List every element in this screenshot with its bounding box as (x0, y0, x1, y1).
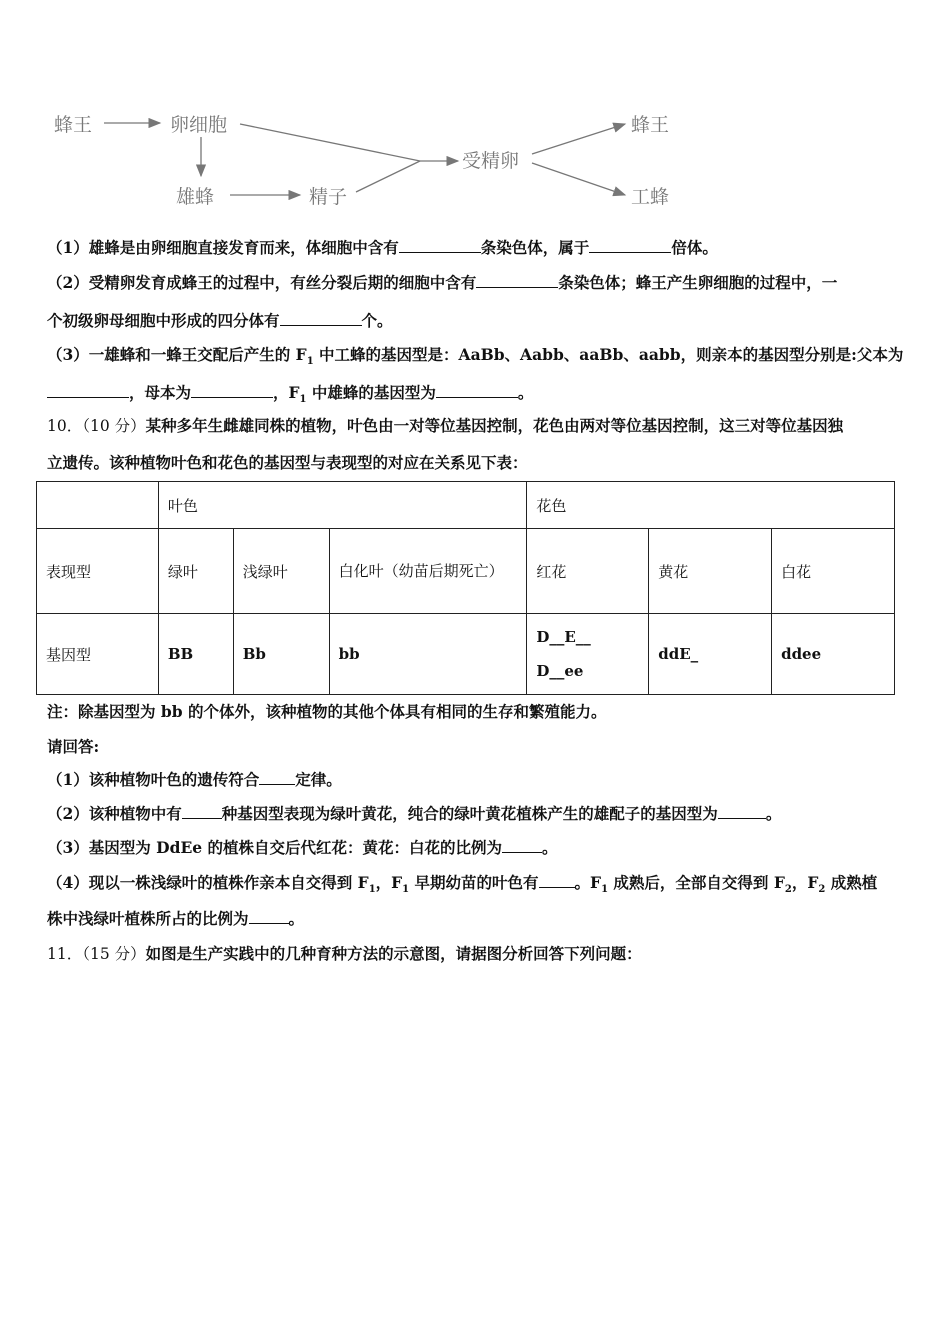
q9-part2-line1: （2）受精卵发育成蜂王的过程中，有丝分裂后期的细胞中含有 条染色体；蜂王产生卵细胞的过程中，一 (47, 273, 838, 292)
table-row (37, 614, 895, 695)
answer-blank[interactable] (476, 273, 558, 288)
diagram-label-drone: 雄蜂 (176, 186, 215, 208)
q10-ask: 请回答: (47, 737, 100, 756)
table-cell: 红花 (527, 529, 649, 614)
q10-part3: （3）基因型为 DdEe 的植株自交后代红花：黄花：白花的比例为 。 (47, 838, 558, 857)
q10-note: 注：除基因型为 bb 的个体外，该种植物的其他个体具有相同的生存和繁殖能力。 (47, 702, 607, 721)
answer-blank[interactable] (249, 909, 289, 924)
table-header-leaf-color: 叶色 (158, 482, 527, 529)
line-egg-to-join (240, 124, 420, 161)
table-row-label-phenotype: 表现型 (37, 529, 159, 614)
table-cell-empty (37, 482, 159, 529)
q9-part3-line1: （3）一雄蜂和一蜂王交配后产生的 $F_1$ 中工蜂的基因型是：AaBb、Aabb、aaBb、aabb，则亲本的基因型分别是:父本为 (47, 345, 904, 368)
diagram-label-queen: 蜂王 (54, 114, 93, 136)
table-cell: 白花 (772, 529, 895, 614)
table-cell: 黄花 (649, 529, 772, 614)
diagram-label-queen-out: 蜂王 (631, 114, 670, 136)
q10-part4-line1: （4）现以一株浅绿叶的植株作亲本自交得到 $F_1$，$F_1$ 早期幼苗的叶色有 。$F_1$ 成熟后，全部自交得到 $F_2$，$F_2$ 成熟植 (47, 873, 878, 896)
q10-part2: （2）该种植物中有 种基因型表现为绿叶黄花，纯合的绿叶黄花植株产生的雄配子的基因型为 。 (47, 804, 782, 823)
line-sperm-to-join (356, 161, 420, 192)
arrow-to-worker (532, 163, 625, 195)
answer-blank[interactable] (718, 804, 766, 819)
q10-intro-line2: 立遗传。该种植物叶色和花色的基因型与表现型的对应在关系见下表： (47, 453, 528, 472)
q10-part4-line2: 株中浅绿叶植株所占的比例为 。 (47, 909, 305, 928)
table-row (37, 529, 895, 614)
table-row-label-genotype: 基因型 (37, 614, 159, 695)
diagram-label-egg: 卵细胞 (170, 114, 228, 136)
answer-blank[interactable] (259, 770, 295, 785)
table-cell: BB (158, 614, 233, 695)
table-header-flower-color: 花色 (527, 482, 895, 529)
q9-part3-line2: ，母本为 ，$F_1$ 中雄蜂的基因型为 。 (47, 381, 533, 405)
answer-blank[interactable] (436, 383, 518, 398)
table-cell: ddee (772, 614, 895, 695)
table-cell: bb (329, 614, 527, 695)
diagram-arrows (0, 0, 950, 230)
answer-blank[interactable] (182, 804, 222, 819)
table-cell: 白化叶（幼苗后期死亡） (329, 529, 527, 614)
answer-blank[interactable] (280, 311, 362, 326)
q9-part2-line2: 个初级卵母细胞中形成的四分体有 个。 (47, 311, 393, 330)
table-cell: ddE_ (649, 614, 772, 695)
answer-blank[interactable] (539, 873, 575, 888)
table-cell: 绿叶 (158, 529, 233, 614)
genotype-phenotype-table (36, 481, 895, 695)
q10-part1: （1）该种植物叶色的遗传符合 定律。 (47, 770, 342, 789)
table-row (37, 482, 895, 529)
diagram-label-worker: 工蜂 (631, 186, 670, 208)
diagram-label-sperm: 精子 (309, 186, 348, 208)
q9-part1: （1）雄蜂是由卵细胞直接发育而来，体细胞中含有 条染色体，属于 倍体。 (47, 238, 718, 257)
arrow-to-queen (532, 124, 625, 154)
answer-blank[interactable] (399, 238, 481, 253)
answer-blank[interactable] (589, 238, 671, 253)
answer-blank[interactable] (47, 383, 129, 398)
table-cell: 浅绿叶 (233, 529, 329, 614)
answer-blank[interactable] (502, 838, 542, 853)
table-cell-red-genotypes: D__E__ D__ee (527, 614, 649, 695)
diagram-label-fertilized-egg: 受精卵 (462, 150, 520, 172)
q10-intro-line1: 10．（10 分）某种多年生雌雄同株的植物，叶色由一对等位基因控制，花色由两对等位基因控制，这三对等位基因独 (47, 416, 844, 435)
q11-intro: 11．（15 分）如图是生产实践中的几种育种方法的示意图，请据图分析回答下列问题： (47, 944, 642, 963)
table-cell: Bb (233, 614, 329, 695)
answer-blank[interactable] (191, 383, 273, 398)
